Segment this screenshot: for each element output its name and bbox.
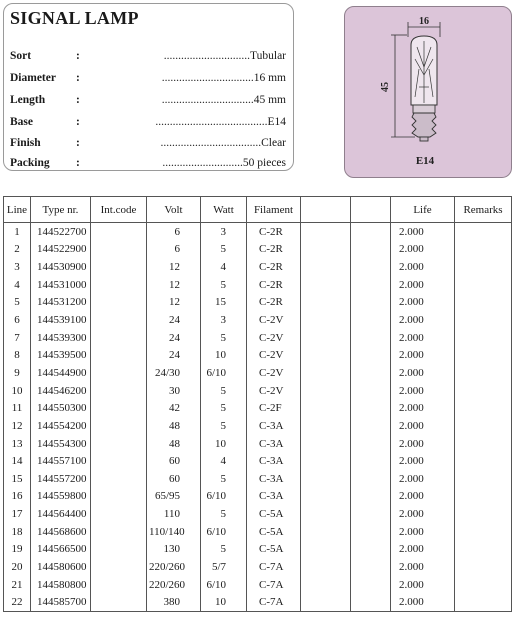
cell-blank (351, 417, 391, 435)
cell-line: 4 (4, 276, 31, 294)
cell-type: 144557200 (31, 470, 91, 488)
cell-life: 2.000 (391, 435, 455, 453)
cell-life: 2.000 (391, 258, 455, 276)
table-row (4, 329, 512, 347)
cell-volt: 6 (147, 223, 201, 241)
cell-volt: 60 (147, 452, 201, 470)
cell-volt: 30 (147, 382, 201, 400)
cell-line: 2 (4, 241, 31, 259)
spec-colon: : (76, 72, 80, 84)
cell-life: 2.000 (391, 523, 455, 541)
cell-remarks (455, 399, 512, 417)
cell-blank (301, 364, 351, 382)
cell-life: 2.000 (391, 399, 455, 417)
cell-type: 144564400 (31, 505, 91, 523)
cell-life: 2.000 (391, 241, 455, 259)
cell-volt: 220/260 (147, 558, 201, 576)
cell-volt: 380 (147, 593, 201, 611)
cell-blank (301, 558, 351, 576)
cell-intcode (91, 241, 147, 259)
cell-blank (301, 488, 351, 506)
cell-line: 6 (4, 311, 31, 329)
height-label: 45 (380, 82, 391, 92)
cell-line: 19 (4, 541, 31, 559)
cell-type: 144559800 (31, 488, 91, 506)
spec-row-base (10, 116, 290, 132)
cell-blank (351, 241, 391, 259)
cell-line: 17 (4, 505, 31, 523)
cell-watt: 15 (201, 294, 247, 312)
cell-filament: C-3A (247, 488, 301, 506)
table-row (4, 558, 512, 576)
table-row (4, 276, 512, 294)
cell-blank (301, 276, 351, 294)
cell-filament: C-2R (247, 223, 301, 241)
spec-colon: : (76, 137, 80, 149)
cell-intcode (91, 576, 147, 594)
cell-watt: 6/10 (201, 523, 247, 541)
cell-watt: 5 (201, 470, 247, 488)
spec-colon: : (76, 94, 80, 106)
width-label: 16 (419, 16, 429, 27)
cell-blank (351, 541, 391, 559)
cell-blank (351, 294, 391, 312)
cell-watt: 5 (201, 276, 247, 294)
cell-blank (301, 346, 351, 364)
cell-type: 144544900 (31, 364, 91, 382)
cell-volt: 60 (147, 470, 201, 488)
cell-type: 144580800 (31, 576, 91, 594)
cell-type: 144568600 (31, 523, 91, 541)
cell-watt: 5 (201, 417, 247, 435)
cell-type: 144539500 (31, 346, 91, 364)
table-row (4, 294, 512, 312)
cell-life: 2.000 (391, 329, 455, 347)
cell-remarks (455, 488, 512, 506)
cell-blank (301, 593, 351, 611)
cell-volt: 130 (147, 541, 201, 559)
cell-blank (351, 382, 391, 400)
cell-type: 144539300 (31, 329, 91, 347)
cell-type: 144539100 (31, 311, 91, 329)
cell-blank (351, 311, 391, 329)
cell-blank (301, 311, 351, 329)
table-row (4, 435, 512, 453)
spec-value: ................................16 mm (161, 72, 286, 84)
cell-intcode (91, 364, 147, 382)
cell-intcode (91, 399, 147, 417)
cell-life: 2.000 (391, 294, 455, 312)
cell-type: 144530900 (31, 258, 91, 276)
cell-intcode (91, 417, 147, 435)
cell-blank (301, 470, 351, 488)
header-type: Type nr. (31, 197, 91, 223)
cell-line: 5 (4, 294, 31, 312)
cell-filament: C-3A (247, 417, 301, 435)
cell-watt: 6/10 (201, 364, 247, 382)
cell-watt: 4 (201, 452, 247, 470)
spec-colon: : (76, 157, 80, 169)
cell-remarks (455, 258, 512, 276)
spec-label: Sort (10, 50, 32, 62)
cell-line: 1 (4, 223, 31, 241)
cell-life: 2.000 (391, 276, 455, 294)
header-volt: Volt (147, 197, 201, 223)
base-label: E14 (415, 155, 435, 167)
cell-blank (301, 452, 351, 470)
cell-blank (351, 505, 391, 523)
cell-blank (351, 276, 391, 294)
cell-volt: 24 (147, 329, 201, 347)
spec-label: Length (10, 94, 46, 106)
cell-filament: C-2R (247, 258, 301, 276)
cell-filament: C-5A (247, 541, 301, 559)
spec-label: Diameter (10, 72, 56, 84)
cell-volt: 42 (147, 399, 201, 417)
cell-watt: 10 (201, 435, 247, 453)
screw-base-icon (412, 113, 436, 141)
header-line: Line (4, 197, 31, 223)
cell-blank (301, 505, 351, 523)
table-row (4, 505, 512, 523)
table-row (4, 523, 512, 541)
cell-line: 16 (4, 488, 31, 506)
cell-filament: C-2R (247, 276, 301, 294)
cell-remarks (455, 541, 512, 559)
cell-remarks (455, 346, 512, 364)
cell-blank (351, 399, 391, 417)
cell-watt: 5 (201, 382, 247, 400)
cell-blank (301, 576, 351, 594)
cell-blank (351, 364, 391, 382)
table-row (4, 382, 512, 400)
table-body (4, 223, 512, 612)
cell-remarks (455, 329, 512, 347)
cell-type: 144531200 (31, 294, 91, 312)
spec-value: ..............................Tubular (163, 50, 286, 62)
cell-remarks (455, 276, 512, 294)
table-row (4, 452, 512, 470)
cell-remarks (455, 294, 512, 312)
cell-line: 18 (4, 523, 31, 541)
lamp-drawing-panel (344, 6, 512, 178)
cell-watt: 5 (201, 541, 247, 559)
cell-watt: 5 (201, 241, 247, 259)
cell-line: 15 (4, 470, 31, 488)
cell-intcode (91, 558, 147, 576)
cell-filament: C-3A (247, 470, 301, 488)
cell-intcode (91, 593, 147, 611)
cell-blank (301, 258, 351, 276)
cell-volt: 12 (147, 276, 201, 294)
cell-watt: 6/10 (201, 488, 247, 506)
cell-blank (351, 223, 391, 241)
cell-remarks (455, 558, 512, 576)
cell-life: 2.000 (391, 505, 455, 523)
cell-blank (351, 593, 391, 611)
table-row (4, 311, 512, 329)
header-watt: Watt (201, 197, 247, 223)
cell-life: 2.000 (391, 470, 455, 488)
cell-remarks (455, 364, 512, 382)
cell-filament: C-2V (247, 364, 301, 382)
table-row (4, 593, 512, 611)
cell-watt: 5 (201, 399, 247, 417)
cell-line: 14 (4, 452, 31, 470)
cell-life: 2.000 (391, 311, 455, 329)
cell-line: 7 (4, 329, 31, 347)
header-remarks: Remarks (455, 197, 512, 223)
cell-life: 2.000 (391, 452, 455, 470)
cell-intcode (91, 452, 147, 470)
cell-volt: 24 (147, 346, 201, 364)
spec-value: ............................50 pieces (162, 157, 286, 169)
cell-filament: C-3A (247, 452, 301, 470)
lamp-table (3, 196, 512, 612)
cell-line: 13 (4, 435, 31, 453)
header-blank-1 (301, 197, 351, 223)
cell-watt: 5/7 (201, 558, 247, 576)
cell-blank (351, 470, 391, 488)
cell-filament: C-5A (247, 505, 301, 523)
table-row (4, 470, 512, 488)
table-header-row (4, 197, 512, 223)
cell-type: 144585700 (31, 593, 91, 611)
cell-remarks (455, 576, 512, 594)
cell-blank (351, 488, 391, 506)
cell-line: 12 (4, 417, 31, 435)
table-row (4, 258, 512, 276)
cell-filament: C-2F (247, 399, 301, 417)
cell-life: 2.000 (391, 223, 455, 241)
cell-blank (301, 241, 351, 259)
spec-colon: : (76, 50, 80, 62)
cell-volt: 24 (147, 311, 201, 329)
cell-volt: 6 (147, 241, 201, 259)
cell-type: 144546200 (31, 382, 91, 400)
cell-type: 144554300 (31, 435, 91, 453)
cell-filament: C-2V (247, 329, 301, 347)
cell-life: 2.000 (391, 593, 455, 611)
spec-colon: : (76, 116, 80, 128)
cell-remarks (455, 435, 512, 453)
cell-filament: C-2R (247, 241, 301, 259)
cell-remarks (455, 523, 512, 541)
table-row (4, 241, 512, 259)
cell-type: 144554200 (31, 417, 91, 435)
cell-line: 9 (4, 364, 31, 382)
spec-label: Packing (10, 157, 50, 169)
cell-line: 11 (4, 399, 31, 417)
cell-blank (351, 576, 391, 594)
cell-watt: 5 (201, 329, 247, 347)
cell-life: 2.000 (391, 576, 455, 594)
cell-intcode (91, 258, 147, 276)
spec-row-finish (10, 137, 290, 153)
cell-blank (351, 435, 391, 453)
header-blank-2 (351, 197, 391, 223)
table-row (4, 364, 512, 382)
cell-blank (301, 523, 351, 541)
cell-watt: 4 (201, 258, 247, 276)
cell-watt: 10 (201, 593, 247, 611)
cell-volt: 48 (147, 435, 201, 453)
cell-watt: 10 (201, 346, 247, 364)
table-row (4, 417, 512, 435)
cell-volt: 110 (147, 505, 201, 523)
cell-blank (301, 435, 351, 453)
cell-remarks (455, 417, 512, 435)
cell-volt: 110/140 (147, 523, 201, 541)
cell-intcode (91, 470, 147, 488)
cell-volt: 12 (147, 294, 201, 312)
cell-remarks (455, 470, 512, 488)
cell-volt: 65/95 (147, 488, 201, 506)
cell-blank (351, 346, 391, 364)
cell-intcode (91, 541, 147, 559)
cell-line: 8 (4, 346, 31, 364)
page-title: SIGNAL LAMP (10, 8, 139, 28)
lamp-diagram (345, 7, 513, 179)
cell-line: 20 (4, 558, 31, 576)
cell-blank (351, 452, 391, 470)
table-row (4, 399, 512, 417)
cell-intcode (91, 223, 147, 241)
cell-volt: 48 (147, 417, 201, 435)
cell-remarks (455, 311, 512, 329)
header-intcode: Int.code (91, 197, 147, 223)
cell-type: 144522900 (31, 241, 91, 259)
table-row (4, 488, 512, 506)
spec-label: Base (10, 116, 33, 128)
cell-remarks (455, 505, 512, 523)
spec-row-length (10, 94, 290, 110)
cell-watt: 5 (201, 505, 247, 523)
cell-blank (351, 523, 391, 541)
cell-intcode (91, 523, 147, 541)
cell-blank (301, 223, 351, 241)
cell-blank (351, 558, 391, 576)
cell-intcode (91, 488, 147, 506)
cell-type: 144550300 (31, 399, 91, 417)
cell-line: 3 (4, 258, 31, 276)
cell-filament: C-2V (247, 311, 301, 329)
cell-watt: 3 (201, 311, 247, 329)
spec-label: Finish (10, 137, 41, 149)
cell-life: 2.000 (391, 417, 455, 435)
cell-type: 144531000 (31, 276, 91, 294)
cell-life: 2.000 (391, 541, 455, 559)
cell-remarks (455, 382, 512, 400)
cell-type: 144580600 (31, 558, 91, 576)
cell-filament: C-2V (247, 382, 301, 400)
cell-intcode (91, 311, 147, 329)
table-row (4, 576, 512, 594)
cell-intcode (91, 294, 147, 312)
cell-filament: C-5A (247, 523, 301, 541)
cell-line: 10 (4, 382, 31, 400)
cell-filament: C-3A (247, 435, 301, 453)
cell-volt: 220/260 (147, 576, 201, 594)
cell-blank (301, 329, 351, 347)
header-filament: Filament (247, 197, 301, 223)
cell-intcode (91, 346, 147, 364)
spec-row-sort (10, 50, 290, 66)
cell-life: 2.000 (391, 364, 455, 382)
spec-row-diameter (10, 72, 290, 88)
cell-filament: C-7A (247, 593, 301, 611)
cell-blank (301, 382, 351, 400)
cell-blank (301, 541, 351, 559)
cell-blank (301, 417, 351, 435)
table-row (4, 223, 512, 241)
cell-type: 144566500 (31, 541, 91, 559)
cell-life: 2.000 (391, 488, 455, 506)
table-row (4, 346, 512, 364)
spec-value: ................................45 mm (161, 94, 286, 106)
cell-watt: 3 (201, 223, 247, 241)
cell-filament: C-7A (247, 558, 301, 576)
cell-filament: C-2V (247, 346, 301, 364)
cell-intcode (91, 505, 147, 523)
cell-line: 21 (4, 576, 31, 594)
cell-remarks (455, 593, 512, 611)
cell-filament: C-7A (247, 576, 301, 594)
cell-remarks (455, 241, 512, 259)
spec-value: .......................................E14 (155, 116, 286, 128)
cell-line: 22 (4, 593, 31, 611)
cell-life: 2.000 (391, 382, 455, 400)
cell-intcode (91, 382, 147, 400)
cell-watt: 6/10 (201, 576, 247, 594)
cell-volt: 24/30 (147, 364, 201, 382)
cell-remarks (455, 223, 512, 241)
cell-intcode (91, 435, 147, 453)
cell-intcode (91, 276, 147, 294)
table-row (4, 541, 512, 559)
cell-remarks (455, 452, 512, 470)
cell-life: 2.000 (391, 346, 455, 364)
cell-type: 144522700 (31, 223, 91, 241)
lamp-neck (413, 105, 435, 113)
spec-value: ...................................Clear (160, 137, 286, 149)
spec-panel (3, 3, 294, 171)
cell-blank (351, 258, 391, 276)
cell-blank (351, 329, 391, 347)
cell-volt: 12 (147, 258, 201, 276)
cell-blank (301, 294, 351, 312)
header-life: Life (391, 197, 455, 223)
cell-type: 144557100 (31, 452, 91, 470)
cell-filament: C-2R (247, 294, 301, 312)
cell-life: 2.000 (391, 558, 455, 576)
cell-intcode (91, 329, 147, 347)
spec-row-packing (10, 157, 290, 173)
cell-blank (301, 399, 351, 417)
